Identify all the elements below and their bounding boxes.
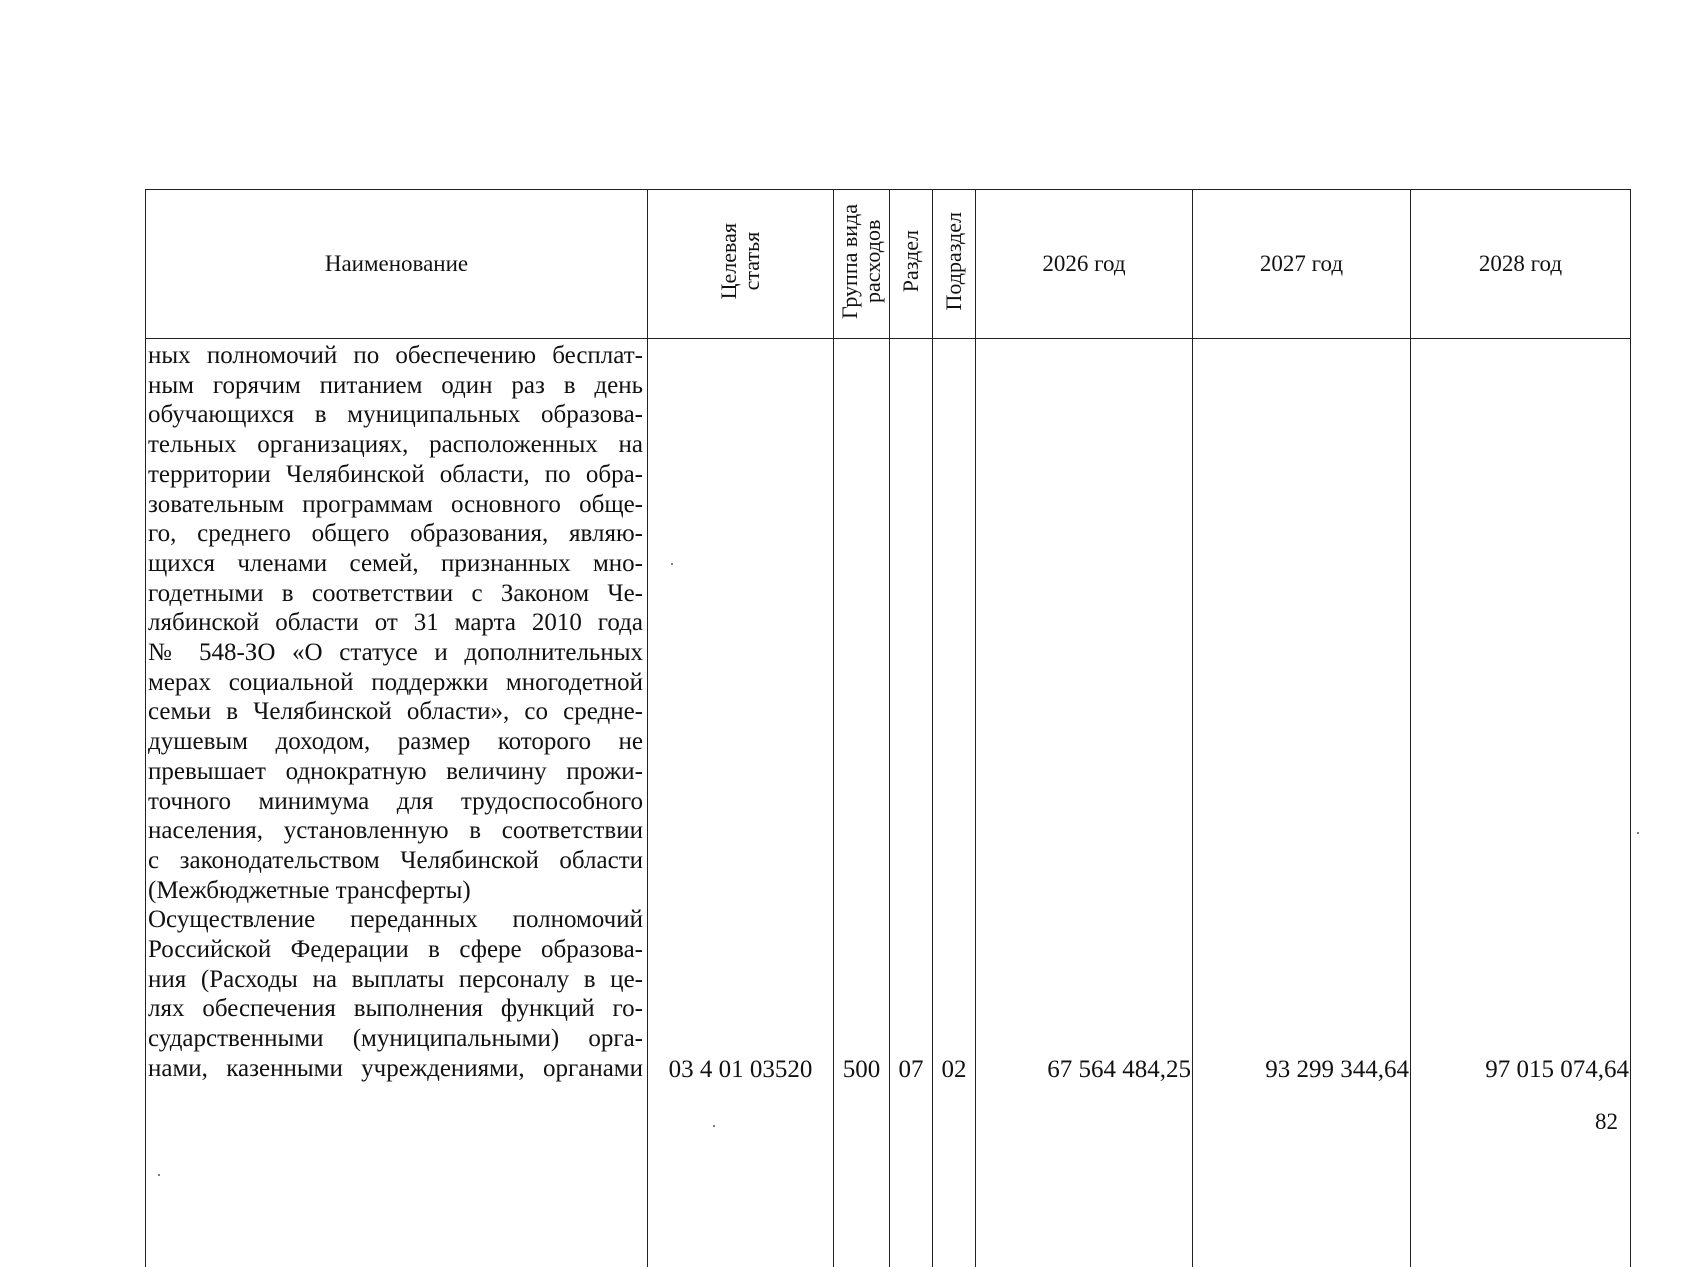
row-name-line: зовательным программам основного обще- [148, 490, 643, 520]
scan-speck [713, 1125, 715, 1127]
row-name-line: тельных организациях, расположенных на [148, 430, 643, 460]
scan-speck [1637, 832, 1639, 834]
row-name-line: точного минимума для трудоспособного [148, 787, 643, 817]
header-section: Раздел [890, 190, 933, 339]
row-name-line: семьи в Челябинской области», со средне- [148, 697, 643, 727]
row-name-line: мерах социальной поддержки многодетной [148, 668, 643, 698]
header-name: Наименование [146, 190, 648, 339]
row-name-line: с законодательством Челябинской области [148, 846, 643, 876]
row-name-line: го, среднего общего образования, являю- [148, 519, 643, 549]
row-expense-group: 500 [834, 339, 890, 1267]
row-subsection: 02 [933, 339, 976, 1267]
table-row [146, 339, 1631, 1267]
header-year-2027: 2027 год [1193, 190, 1411, 339]
header-year-2028: 2028 год [1411, 190, 1631, 339]
row-name-line: Осуществление переданных полномочий [148, 905, 643, 935]
header-target-article: Целевая статья [648, 190, 834, 339]
row-section: 07 [890, 339, 933, 1267]
table-header-row [146, 190, 1631, 339]
row-name-line: ния (Расходы на выплаты персоналу в це- [148, 965, 643, 995]
row-name-line: годетными в соответствии с Законом Че- [148, 579, 643, 609]
row-name-line: обучающихся в муниципальных образова- [148, 400, 643, 430]
row-name-line: населения, установленную в соответствии [148, 816, 643, 846]
row-name-line: душевым доходом, размер которого не [148, 727, 643, 757]
row-amount-2028: 97 015 074,64 [1411, 339, 1631, 1267]
budget-table [145, 189, 1631, 1267]
row-target-article: 03 4 01 03520 [648, 339, 834, 1267]
row-name-line: нами, казенными учреждениями, органами [148, 1054, 643, 1084]
row-name-line: сударственными (муниципальными) орга- [148, 1024, 643, 1054]
header-expense-group: Группа вида расходов [834, 190, 890, 339]
row-name-line: (Межбюджетные трансферты) [148, 876, 643, 906]
row-name-line: лябинской области от 31 марта 2010 года [148, 608, 643, 638]
row-name-line: территории Челябинской области, по обра- [148, 460, 643, 490]
row-name-line: № 548-ЗО «О статусе и дополнительных [148, 638, 643, 668]
scan-speck [158, 1174, 160, 1176]
row-name-line: Российской Федерации в сфере образова- [148, 935, 643, 965]
row-name-line: лях обеспечения выполнения функций го- [148, 994, 643, 1024]
scan-speck [671, 563, 673, 565]
row-name-line: ных полномочий по обеспечению бесплат- [148, 341, 643, 371]
row-name-text [146, 339, 647, 1084]
page-number: 82 [1595, 1109, 1618, 1135]
budget-table-wrapper [145, 189, 1631, 1267]
row-amount-2027: 93 299 344,64 [1193, 339, 1411, 1267]
row-name-line: щихся членами семей, признанных мно- [148, 549, 643, 579]
row-name-cell [146, 339, 648, 1267]
row-name-line: ным горячим питанием один раз в день [148, 371, 643, 401]
header-year-2026: 2026 год [976, 190, 1193, 339]
row-amount-2026: 67 564 484,25 [976, 339, 1193, 1267]
header-subsection: Подраздел [933, 190, 976, 339]
row-name-line: превышает однократную величину прожи- [148, 757, 643, 787]
